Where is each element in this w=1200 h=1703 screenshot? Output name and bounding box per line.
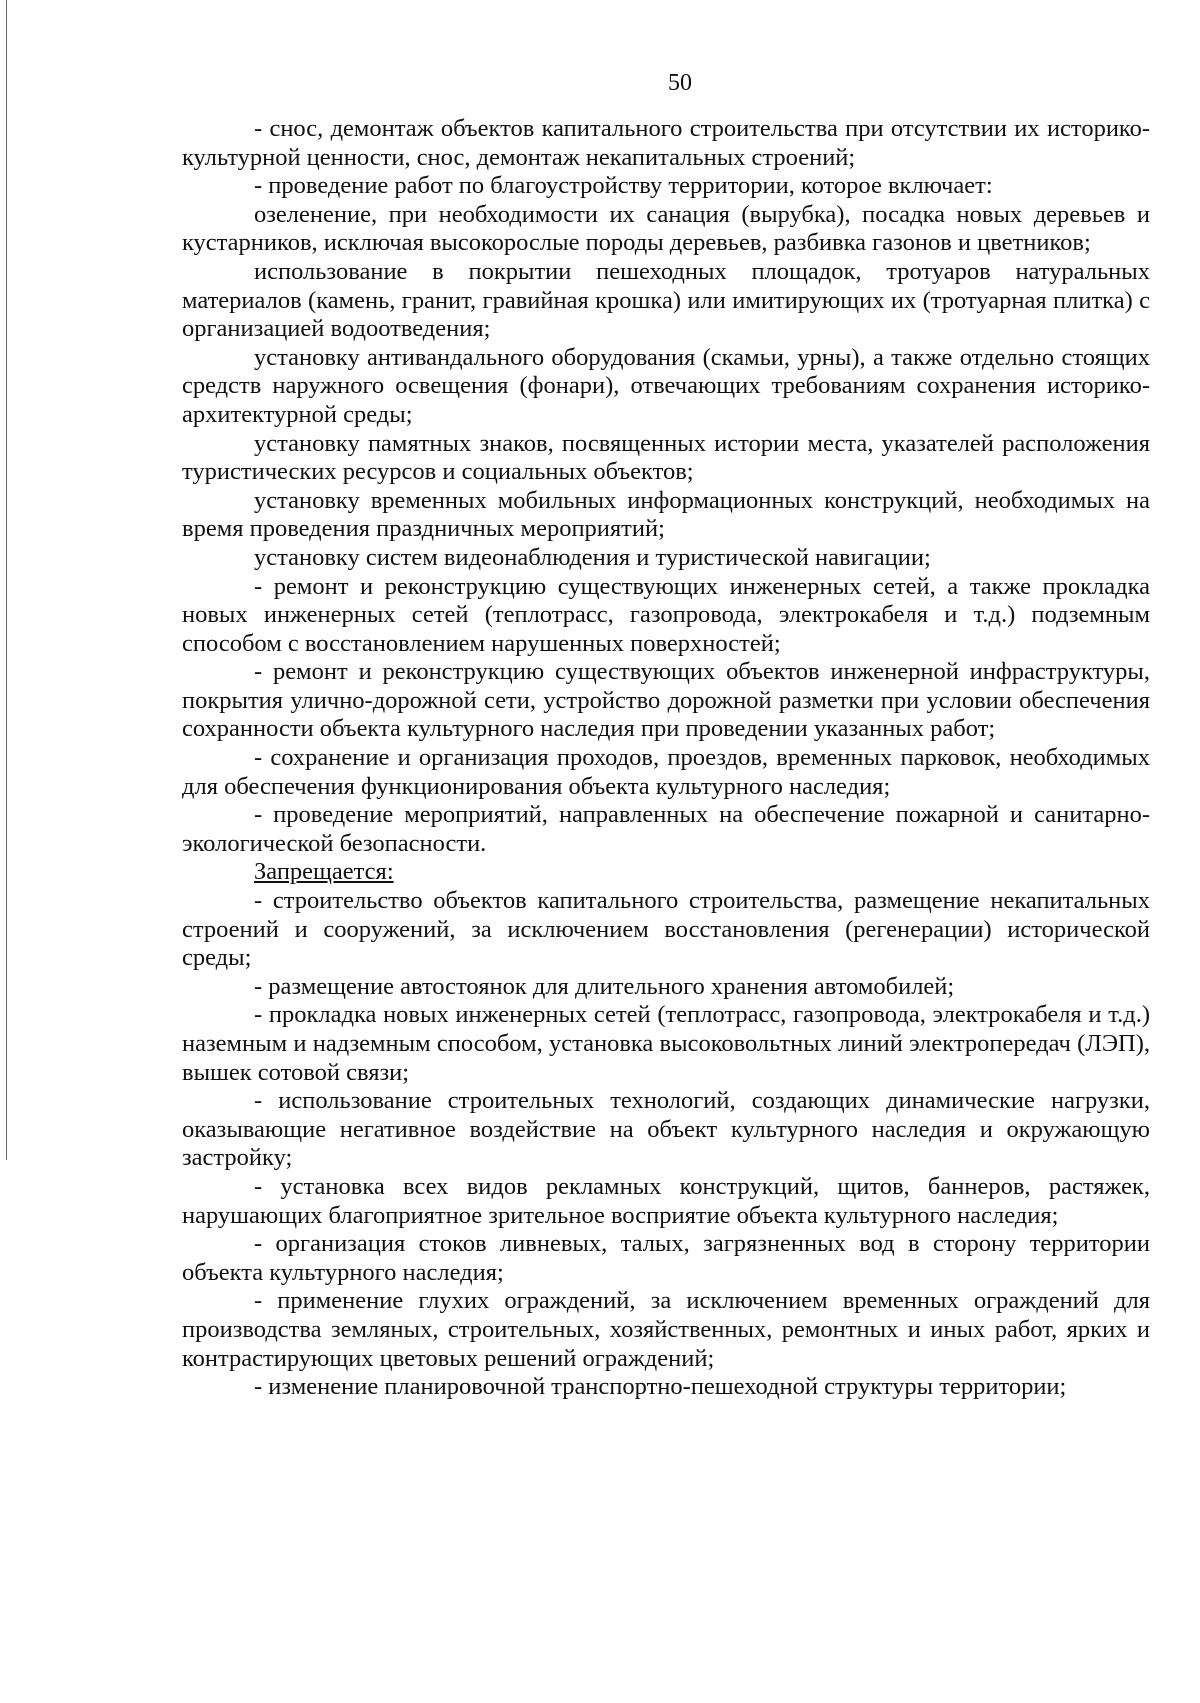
prohibited-heading: Запрещается: — [254, 858, 394, 886]
prohibited-item: - изменение планировочной транспортно-пешеходной структуры территории; — [254, 1373, 1067, 1401]
prohibited-item: - использование строительных технологий, создающих динамические нагрузки, оказывающие негативное воздействие на объект культурного наследия и окружающую застройку; — [182, 1087, 1150, 1172]
prohibited-item: - установка всех видов рекламных конструкций, щитов, баннеров, растяжек, нарушающих благоприятное зрительное восприятие объекта культурного наследия; — [182, 1172, 1150, 1229]
prohibited-item: - организация стоков ливневых, талых, загрязненных вод в сторону территории объекта культурного наследия; — [182, 1230, 1150, 1286]
paragraph: установку временных мобильных информационных конструкций, необходимых на время проведения праздничных мероприятий; — [182, 486, 1150, 543]
paragraph: - проведение работ по благоустройству территории, которое включает: — [254, 172, 993, 200]
paragraph: установку антивандального оборудования (скамьи, урны), а также отдельно стоящих средств наружного освещения (фонари), отвечающих требованиям сохранения историко-архитектурной среды; — [182, 343, 1150, 428]
paragraph: - сохранение и организация проходов, проездов, временных парковок, необходимых для обеспечения функционирования объекта культурного наследия; — [182, 744, 1150, 800]
page-edge-line — [6, 0, 7, 1160]
paragraph: - ремонт и реконструкцию существующих объектов инженерной инфраструктуры, покрытия улично-дорожной сети, устройство дорожной разметки при условии обеспечения сохранности объекта культурного наследия при проведении указанных работ; — [182, 658, 1150, 743]
paragraph: установку систем видеонаблюдения и туристической навигации; — [254, 543, 931, 571]
document-body — [182, 115, 1150, 1402]
prohibited-item: - размещение автостоянок для длительного хранения автомобилей; — [254, 972, 955, 1000]
prohibited-item: - применение глухих ограждений, за исключением временных ограждений для производства земляных, строительных, хозяйственных, ремонтных и иных работ, ярких и контрастирующих цветовых решений ограждений; — [182, 1287, 1150, 1372]
prohibited-item: - строительство объектов капитального строительства, размещение некапитальных строений и сооружений, за исключением восстановления (регенерации) исторической среды; — [182, 887, 1150, 972]
paragraph: - ремонт и реконструкцию существующих инженерных сетей, а также прокладка новых инженерных сетей (теплотрасс, газопровода, электрокабеля и т.д.) подземным способом с восстановлением нарушенных поверхностей; — [182, 572, 1150, 657]
page-number: 50 — [668, 70, 692, 96]
paragraph: установку памятных знаков, посвященных истории места, указателей расположения туристических ресурсов и социальных объектов; — [182, 429, 1150, 486]
paragraph: - проведение мероприятий, направленных на обеспечение пожарной и санитарно-экологической безопасности. — [182, 801, 1150, 857]
prohibited-heading-line — [182, 858, 1150, 887]
prohibited-item: - прокладка новых инженерных сетей (теплотрасс, газопровода, электрокабеля и т.д.) наземным и надземным способом, установка высоковольтных линий электропередач (ЛЭП), вышек сотовой связи; — [182, 1001, 1150, 1086]
paragraph: - снос, демонтаж объектов капитального строительства при отсутствии их историко-культурной ценности, снос, демонтаж некапитальных строений; — [182, 115, 1150, 171]
paragraph: озеленение, при необходимости их санация (вырубка), посадка новых деревьев и кустарников, исключая высокорослые породы деревьев, разбивка газонов и цветников; — [182, 200, 1150, 257]
paragraph: использование в покрытии пешеходных площадок, тротуаров натуральных материалов (камень, гранит, гравийная крошка) или имитирующих их (тротуарная плитка) с организацией водоотведения; — [182, 257, 1150, 343]
